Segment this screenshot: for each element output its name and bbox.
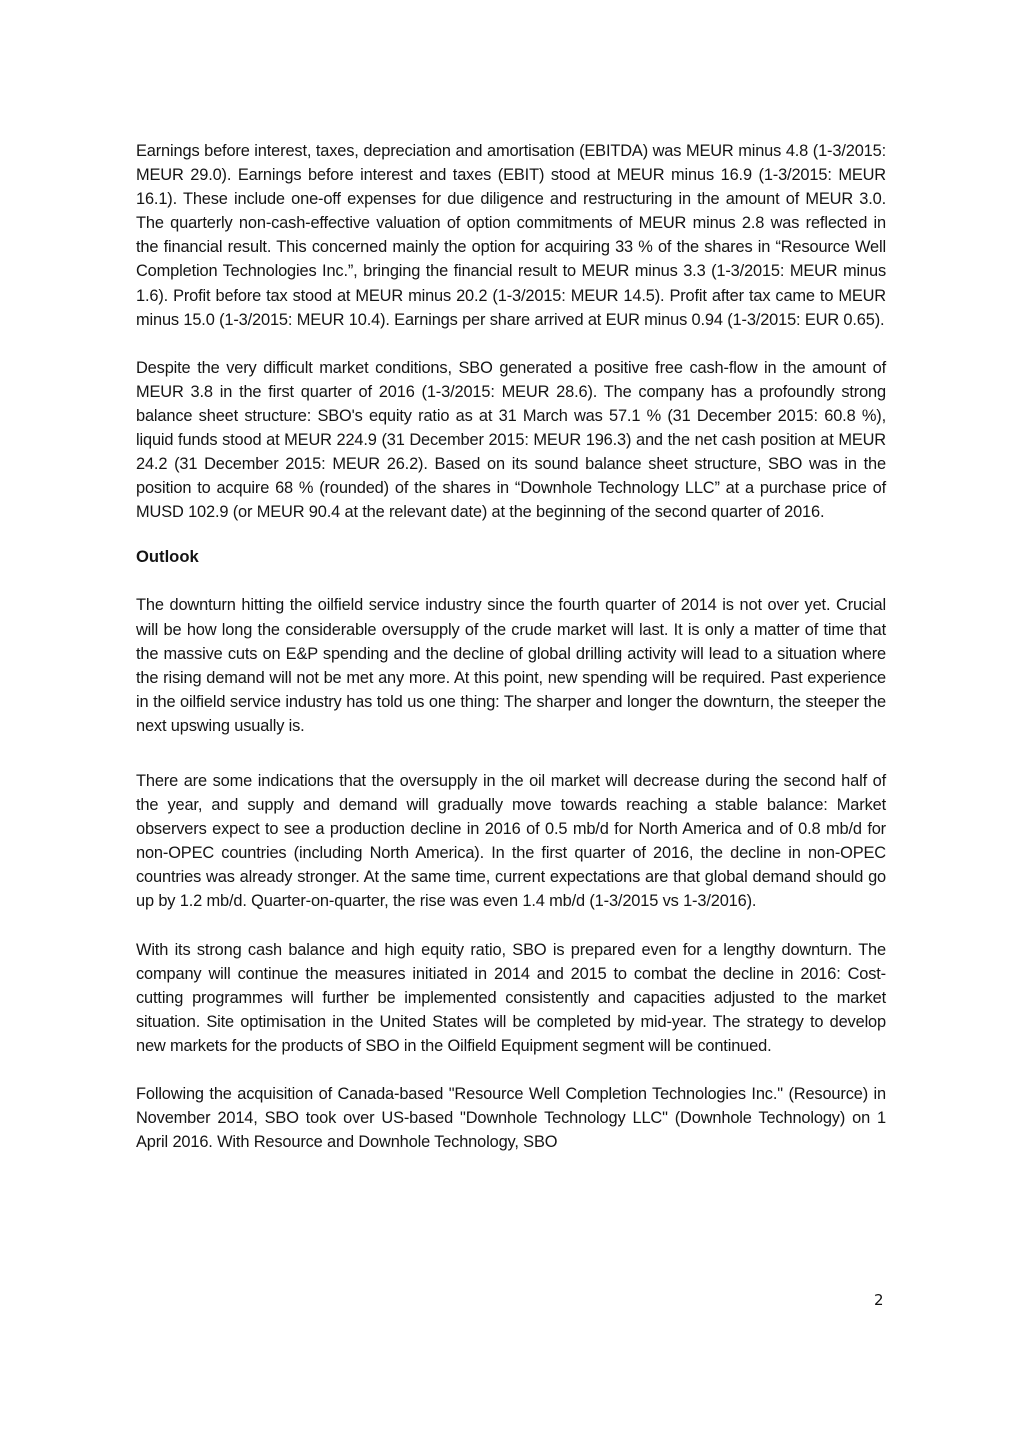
paragraph-earnings: Earnings before interest, taxes, depreciation and amortisation (EBITDA) was MEUR minus 4.8 (1-3/2015: MEUR 29.0). Earnings before interest and taxes (EBIT) stood at MEUR minus 16.9 (1-3/2015: MEUR 16.1). These include one-off expenses for due diligence and restructuring in the amount of MEUR 3.0. The quarterly non-cash-effective valuation of option commitments of MEUR minus 2.8 was reflected in the financial result. This concerned mainly the option for acquiring 33 % of the shares in “Resource Well Completion Technologies Inc.”, bringing the financial result to MEUR minus 3.3 (1-3/2015: MEUR minus 1.6). Profit before tax stood at MEUR minus 20.2 (1-3/2015: MEUR 14.5). Profit after tax came to MEUR minus 15.0 (1-3/2015: MEUR 10.4). Earnings per share arrived at EUR minus 0.94 (1-3/2015: EUR 0.65). xyxy=(136,142,886,329)
paragraph-outlook-measures: With its strong cash balance and high equity ratio, SBO is prepared even for a lengthy downturn. The company will continue the measures initiated in 2014 and 2015 to combat the decline in 2016: Cost-cutting programmes will further be implemented consistently and capacities adjusted to the market situation. Site optimisation in the United States will be completed by mid-year. The strategy to develop new markets for the products of SBO in the Oilfield Equipment segment will be continued. xyxy=(136,940,886,1055)
paragraph-outlook-downturn: The downturn hitting the oilfield service industry since the fourth quarter of 2014 is not over yet. Crucial will be how long the considerable oversupply of the crude market will last. It is only a matter of time that the massive cuts on E&P spending and the decline of global drilling activity will lead to a situation where the rising demand will not be met any more. At this point, new spending will be required. Past experience in the oilfield service industry has told us one thing: The sharper and longer the downturn, the steeper the next upswing usually is. xyxy=(136,596,886,735)
paragraph-outlook-acquisitions: Following the acquisition of Canada-based "Resource Well Completion Technologies Inc." (Resource) in November 2014, SBO took over US-based "Downhole Technology LLC" (Downhole Technology) on 1 April 2016. With Resource and Downhole Technology, SBO xyxy=(136,1085,886,1152)
document-page xyxy=(136,139,886,1154)
paragraph-cash-flow: Despite the very difficult market conditions, SBO generated a positive free cash-flow in the amount of MEUR 3.8 in the first quarter of 2016 (1-3/2015: MEUR 28.6). The company has a profoundly strong balance sheet structure: SBO's equity ratio as at 31 March was 57.1 % (31 December 2015: 60.8 %), liquid funds stood at MEUR 224.9 (31 December 2015: MEUR 196.3) and the net cash position at MEUR 24.2 (31 December 2015: MEUR 26.2). Based on its sound balance sheet structure, SBO was in the position to acquire 68 % (rounded) of the shares in “Downhole Technology LLC” at a purchase price of MUSD 102.9 (or MEUR 90.4 at the relevant date) at the beginning of the second quarter of 2016. xyxy=(136,358,886,522)
paragraph-outlook-oversupply: There are some indications that the oversupply in the oil market will decrease during the second half of the year, and supply and demand will gradually move towards reaching a stable balance: Market observers expect to see a production decline in 2016 of 0.5 mb/d for North America and of 0.8 mb/d for non-OPEC countries (including North America). In the first quarter of 2016, the decline in non-OPEC countries was already stronger. At the same time, current expectations are that global demand should go up by 1.2 mb/d. Quarter-on-quarter, the rise was even 1.4 mb/d (1-3/2015 vs 1-3/2016). xyxy=(136,771,886,911)
page-number: 2 xyxy=(874,1291,884,1309)
section-heading-outlook: Outlook xyxy=(136,547,199,567)
